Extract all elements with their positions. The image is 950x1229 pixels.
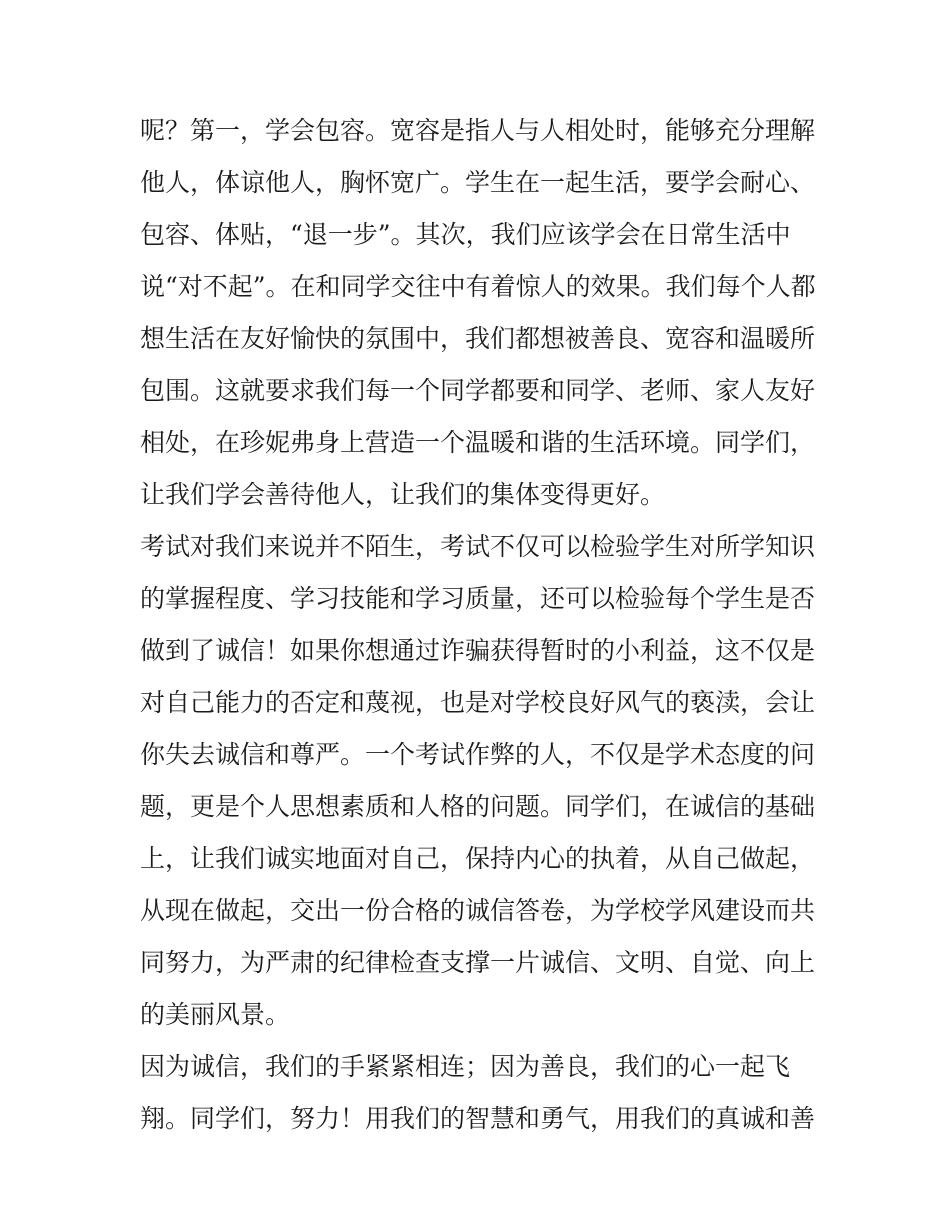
text-line: 他人，体谅他人，胸怀宽广。学生在一起生活，要学会耐心、	[140, 168, 816, 197]
text-line: 想生活在友好愉快的氛围中，我们都想被善良、宽容和温暖所	[140, 324, 816, 353]
body-text	[140, 105, 820, 1145]
text-line: 上，让我们诚实地面对自己，保持内心的执着，从自己做起，	[140, 844, 816, 873]
text-line: 从现在做起，交出一份合格的诚信答卷，为学校学风建设而共	[140, 896, 816, 925]
text-line: 让我们学会善待他人，让我们的集体变得更好。	[140, 480, 666, 509]
text-line: 相处，在珍妮弗身上营造一个温暖和谐的生活环境。同学们，	[140, 428, 816, 457]
text-line: 考试对我们来说并不陌生，考试不仅可以检验学生对所学知识	[140, 532, 816, 561]
text-line: 对自己能力的否定和蔑视，也是对学校良好风气的亵渎，会让	[140, 688, 816, 717]
text-line: 包围。这就要求我们每一个同学都要和同学、老师、家人友好	[140, 376, 816, 405]
text-line: 的掌握程度、学习技能和学习质量，还可以检验每个学生是否	[140, 584, 816, 613]
text-line: 包容、体贴，“退一步”。其次，我们应该学会在日常生活中	[140, 220, 791, 249]
text-line: 翔。同学们，努力！用我们的智慧和勇气，用我们的真诚和善	[140, 1104, 816, 1133]
text-line: 的美丽风景。	[140, 1000, 291, 1029]
text-line: 题，更是个人思想素质和人格的问题。同学们，在诚信的基础	[140, 792, 816, 821]
text-line: 说“对不起”。在和同学交往中有着惊人的效果。我们每个人都	[140, 272, 816, 301]
text-line: 因为诚信，我们的手紧紧相连；因为善良，我们的心一起飞	[140, 1052, 791, 1081]
text-line: 做到了诚信！如果你想通过诈骗获得暂时的小利益，这不仅是	[140, 636, 816, 665]
text-line: 同努力，为严肃的纪律检查支撑一片诚信、文明、自觉、向上	[140, 948, 816, 977]
text-line: 你失去诚信和尊严。一个考试作弊的人，不仅是学术态度的问	[140, 740, 816, 769]
text-line: 呢？第一，学会包容。宽容是指人与人相处时，能够充分理解	[140, 116, 816, 145]
